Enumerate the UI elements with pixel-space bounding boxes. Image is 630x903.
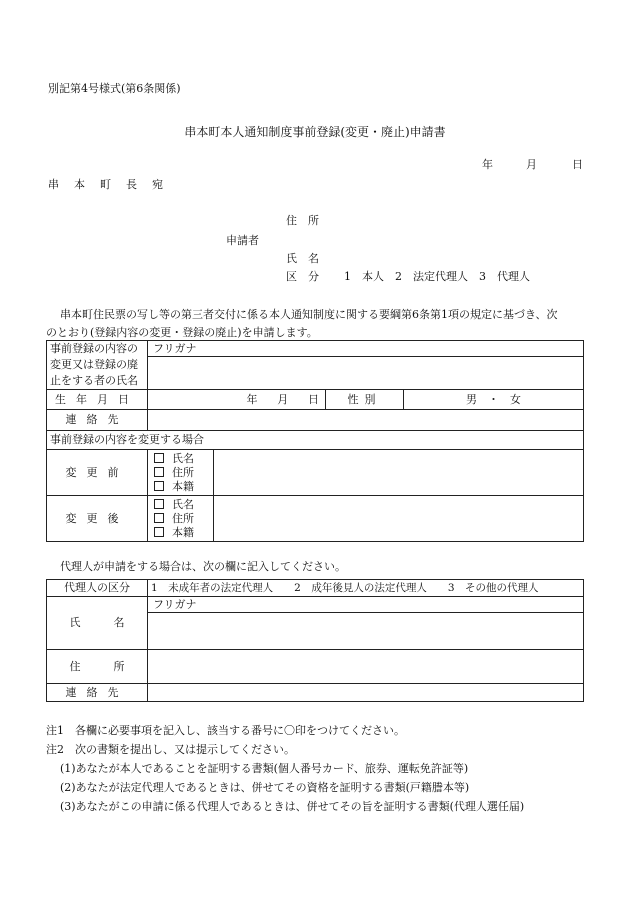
before-check-domicile[interactable] bbox=[154, 480, 210, 494]
after-label: 変更後 bbox=[47, 496, 148, 542]
after-row bbox=[47, 496, 584, 542]
agent-contact-label: 連絡先 bbox=[47, 684, 148, 702]
checkbox-icon[interactable] bbox=[154, 467, 164, 477]
registrant-name-cell[interactable] bbox=[148, 341, 584, 390]
agent-address-label: 住 所 bbox=[47, 650, 148, 684]
after-content-field[interactable] bbox=[214, 496, 584, 542]
check-label: 本籍 bbox=[172, 525, 194, 539]
birth-year: 年 bbox=[246, 392, 258, 406]
note-item-1: (1)あなたが本人であることを証明する書類(個人番号カード、旅券、運転免許証等) bbox=[60, 762, 469, 775]
birthdate-spacer bbox=[148, 390, 214, 410]
note-item-2: (2)あなたが法定代理人であるときは、併せてその資格を証明する書類(戸籍謄本等) bbox=[60, 781, 470, 794]
registrant-name-label bbox=[47, 341, 148, 390]
agent-name-label: 氏 名 bbox=[47, 597, 148, 650]
agent-intro: 代理人が申請をする場合は、次の欄に記入してください。 bbox=[60, 560, 346, 573]
before-label: 変更前 bbox=[47, 450, 148, 496]
after-checklist bbox=[148, 496, 214, 542]
birth-month: 月 bbox=[277, 392, 289, 406]
registrant-label-line1: 事前登録の内容の bbox=[50, 342, 138, 355]
checkbox-icon[interactable] bbox=[154, 513, 164, 523]
applicant-address-label[interactable]: 住 所 bbox=[286, 214, 319, 227]
checkbox-icon[interactable] bbox=[154, 499, 164, 509]
registrant-label-line2: 変更又は登録の廃 bbox=[50, 358, 138, 371]
before-row bbox=[47, 450, 584, 496]
checkbox-icon[interactable] bbox=[154, 527, 164, 537]
birthdate-field[interactable] bbox=[214, 390, 326, 410]
registrant-furigana[interactable]: フリガナ bbox=[148, 341, 583, 357]
change-header-row bbox=[47, 431, 584, 450]
after-check-name[interactable] bbox=[154, 498, 210, 512]
birth-day: 日 bbox=[308, 392, 319, 406]
applicant-type-options[interactable]: 1 本人 2 法定代理人 3 代理人 bbox=[344, 270, 530, 283]
date-day[interactable]: 日 bbox=[572, 158, 583, 171]
note-1: 注1 各欄に必要事項を記入し、該当する番号に〇印をつけてください。 bbox=[46, 724, 405, 737]
birthdate-row bbox=[47, 390, 584, 410]
agent-contact-row bbox=[47, 684, 584, 702]
registrant-name-row bbox=[47, 341, 584, 390]
addressee: 串 本 町 長 宛 bbox=[48, 178, 165, 191]
after-check-domicile[interactable] bbox=[154, 526, 210, 540]
check-label: 氏名 bbox=[172, 451, 194, 465]
agent-address-row bbox=[47, 650, 584, 684]
registrant-table bbox=[46, 340, 584, 542]
body-text-line2: のとおり(登録内容の変更・登録の廃止)を申請します。 bbox=[46, 326, 318, 339]
before-check-address[interactable] bbox=[154, 466, 210, 480]
before-checklist bbox=[148, 450, 214, 496]
registrant-label-line3: 止をする者の氏名 bbox=[50, 374, 138, 387]
birthdate-label: 生年月日 bbox=[47, 390, 148, 410]
agent-name-row bbox=[47, 597, 584, 650]
agent-contact-field[interactable] bbox=[148, 684, 584, 702]
contact-label: 連絡先 bbox=[47, 410, 148, 431]
sex-options[interactable]: 男 ・ 女 bbox=[404, 390, 584, 410]
form-reference: 別記第4号様式(第6条関係) bbox=[48, 82, 181, 95]
body-text-line1: 串本町住民票の写し等の第三者交付に係る本人通知制度に関する要綱第6条第1項の規定に基づき、次 bbox=[60, 308, 558, 321]
page-title: 串本町本人通知制度事前登録(変更・廃止)申請書 bbox=[184, 125, 446, 139]
note-item-3: (3)あなたがこの申請に係る代理人であるときは、併せてその旨を証明する書類(代理人選任届) bbox=[60, 800, 525, 813]
agent-name-field[interactable] bbox=[148, 613, 583, 649]
agent-type-options[interactable]: 1 未成年者の法定代理人 2 成年後見人の法定代理人 3 その他の代理人 bbox=[148, 580, 584, 597]
contact-row bbox=[47, 410, 584, 431]
checkbox-icon[interactable] bbox=[154, 481, 164, 491]
change-header: 事前登録の内容を変更する場合 bbox=[47, 431, 584, 450]
agent-address-field[interactable] bbox=[148, 650, 584, 684]
after-check-address[interactable] bbox=[154, 512, 210, 526]
agent-furigana[interactable]: フリガナ bbox=[148, 597, 583, 613]
check-label: 住所 bbox=[172, 511, 194, 525]
date-year[interactable]: 年 bbox=[482, 158, 493, 171]
agent-table bbox=[46, 579, 584, 702]
agent-name-cell[interactable] bbox=[148, 597, 584, 650]
check-label: 住所 bbox=[172, 465, 194, 479]
before-check-name[interactable] bbox=[154, 452, 210, 466]
applicant-type-label: 区 分 bbox=[286, 270, 319, 283]
contact-field[interactable] bbox=[148, 410, 584, 431]
agent-type-label: 代理人の区分 bbox=[47, 580, 148, 597]
note-2: 注2 次の書類を提出し、又は提示してください。 bbox=[46, 743, 295, 756]
check-label: 本籍 bbox=[172, 479, 194, 493]
agent-type-row bbox=[47, 580, 584, 597]
applicant-label: 申請者 bbox=[226, 234, 259, 247]
applicant-name-label[interactable]: 氏 名 bbox=[286, 252, 319, 265]
before-content-field[interactable] bbox=[214, 450, 584, 496]
checkbox-icon[interactable] bbox=[154, 453, 164, 463]
check-label: 氏名 bbox=[172, 497, 194, 511]
date-month[interactable]: 月 bbox=[526, 158, 537, 171]
sex-label: 性別 bbox=[326, 390, 404, 410]
registrant-name-field[interactable] bbox=[148, 357, 583, 389]
